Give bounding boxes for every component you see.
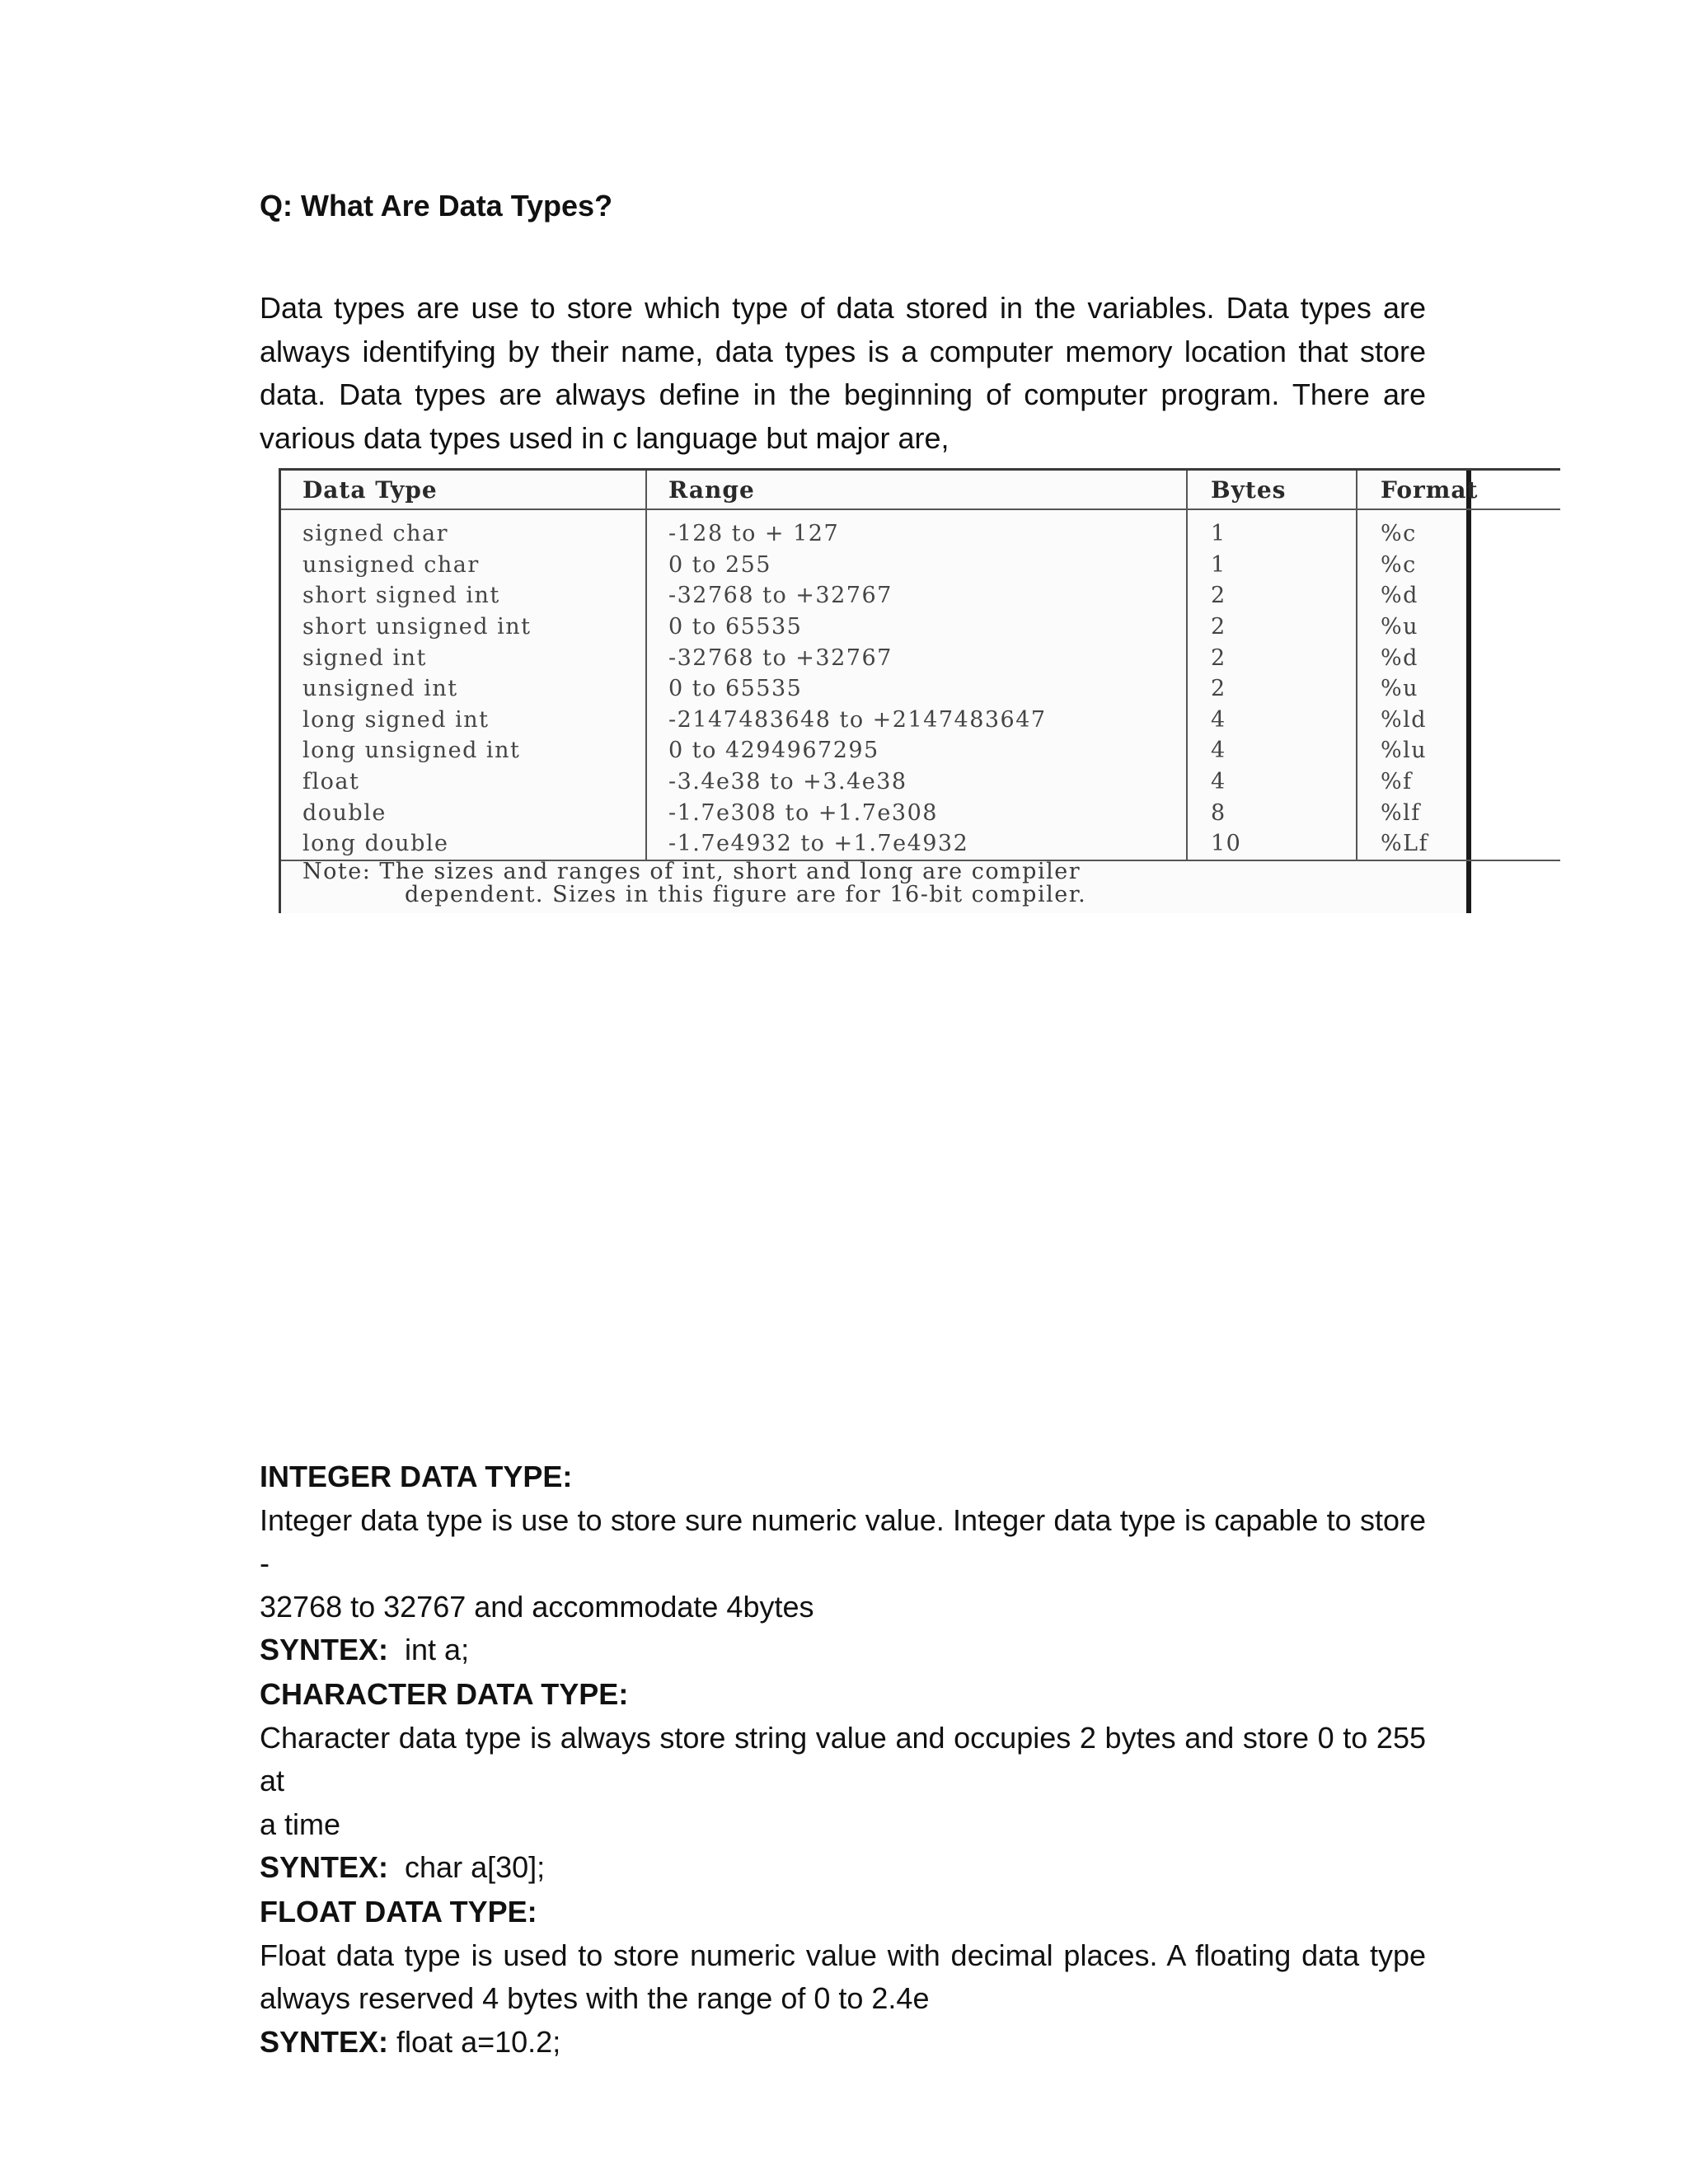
cell-format: %c [1381, 521, 1417, 547]
cell-range: -1.7e308 to +1.7e308 [646, 797, 1187, 828]
column-header-range: Range [646, 470, 1187, 510]
question-heading: Q: What Are Data Types? [260, 189, 613, 223]
cell-range: 0 to 65535 [646, 612, 1187, 643]
table-row [281, 580, 1560, 612]
section-body-line: Integer data type is use to store sure numeric value. Integer data type is capable to store - [260, 1502, 1426, 1580]
cell-format: %u [1381, 676, 1419, 702]
cell-range: 0 to 4294967295 [646, 735, 1187, 766]
syntax-label: SYNTEX: [260, 1850, 389, 1884]
cell-bytes: 1 [1187, 550, 1357, 581]
intro-line: Data types are use to store which type of data stored in the variables. Data types are [260, 291, 1426, 325]
cell-bytes: 10 [1187, 828, 1357, 860]
integer-section [260, 1455, 1426, 1672]
syntax-code: char a[30]; [388, 1850, 546, 1884]
syntax-line [260, 1633, 469, 1666]
syntax-line [260, 2025, 560, 2059]
data-types-table-figure [279, 468, 1479, 913]
syntax-label: SYNTEX: [260, 2024, 389, 2059]
cell-bytes: 4 [1187, 766, 1357, 798]
intro-paragraph [260, 287, 1426, 460]
cell-format: %f [1381, 769, 1413, 795]
table-row [281, 828, 1560, 860]
table-row [281, 705, 1560, 736]
cell-data-type: double [281, 797, 646, 828]
cell-data-type: short signed int [281, 580, 646, 612]
syntax-line [260, 1850, 545, 1884]
cell-range: -32768 to +32767 [646, 580, 1187, 612]
intro-line: always identifying by their name, data types is a computer memory location that store [260, 334, 1426, 368]
character-section [260, 1673, 1426, 1890]
cell-data-type: signed char [281, 509, 646, 550]
cell-bytes: 4 [1187, 735, 1357, 766]
section-body-line: a time [260, 1807, 341, 1841]
cell-format: %c [1381, 551, 1417, 578]
cell-format: %d [1381, 583, 1418, 609]
cell-data-type: unsigned int [281, 673, 646, 705]
cell-range: -32768 to +32767 [646, 642, 1187, 673]
table-row [281, 766, 1560, 798]
cell-data-type: long double [281, 828, 646, 860]
table-note [302, 860, 1086, 907]
cell-data-type: long unsigned int [281, 735, 646, 766]
cell-range: -3.4e38 to +3.4e38 [646, 766, 1187, 798]
cell-format: %d [1381, 644, 1418, 671]
table-note-line: Note: The sizes and ranges of int, short and long are compiler [302, 859, 1081, 884]
cell-bytes: 2 [1187, 673, 1357, 705]
cell-format: %u [1381, 614, 1419, 640]
syntax-label: SYNTEX: [260, 1633, 389, 1666]
table-row [281, 735, 1560, 766]
column-header-data-type: Data Type [281, 470, 646, 510]
cell-data-type: signed int [281, 642, 646, 673]
intro-line: various data types used in c language but major are, [260, 420, 950, 455]
intro-line: data. Data types are always define in the beginning of computer program. There are [260, 377, 1426, 411]
data-types-table [281, 468, 1560, 861]
cell-bytes: 4 [1187, 705, 1357, 736]
table-header-row [281, 470, 1560, 510]
table-row [281, 612, 1560, 643]
cell-range: -1.7e4932 to +1.7e4932 [646, 828, 1187, 860]
cell-bytes: 1 [1187, 509, 1357, 550]
table-row [281, 673, 1560, 705]
section-body-line: Float data type is used to store numeric value with decimal places. A floating data type [260, 1938, 1426, 1972]
syntax-code: int a; [388, 1633, 470, 1666]
column-header-format: Format [1357, 470, 1560, 510]
cell-data-type: short unsigned int [281, 612, 646, 643]
cell-bytes: 2 [1187, 642, 1357, 673]
table-note-line: dependent. Sizes in this figure are for 16-bit compiler. [405, 882, 1087, 907]
section-body-line: 32768 to 32767 and accommodate 4bytes [260, 1589, 814, 1624]
cell-range: -128 to + 127 [646, 509, 1187, 550]
cell-range: 0 to 255 [646, 550, 1187, 581]
section-title: CHARACTER DATA TYPE: [260, 1677, 629, 1711]
section-body-line: Character data type is always store string value and occupies 2 bytes and store 0 to 255 at [260, 1720, 1426, 1797]
cell-format: %Lf [1357, 828, 1560, 860]
cell-data-type: unsigned char [281, 550, 646, 581]
column-header-bytes: Bytes [1187, 470, 1357, 510]
table-row [281, 642, 1560, 673]
section-title: INTEGER DATA TYPE: [260, 1460, 573, 1493]
table-row [281, 797, 1560, 828]
cell-bytes: 2 [1187, 580, 1357, 612]
float-section [260, 1891, 1426, 2064]
cell-format: %lu [1381, 738, 1428, 764]
table-row [281, 509, 1560, 550]
cell-range: 0 to 65535 [646, 673, 1187, 705]
cell-format: %lf [1381, 799, 1421, 826]
table-body [281, 509, 1560, 860]
syntax-code: float a=10.2; [388, 2024, 561, 2059]
cell-format: %ld [1381, 706, 1428, 733]
cell-bytes: 8 [1187, 797, 1357, 828]
table-row [281, 550, 1560, 581]
cell-bytes: 2 [1187, 612, 1357, 643]
cell-data-type: float [281, 766, 646, 798]
section-body-line: always reserved 4 bytes with the range of 0 to 2.4e [260, 1981, 930, 2015]
cell-data-type: long signed int [281, 705, 646, 736]
section-title: FLOAT DATA TYPE: [260, 1895, 537, 1929]
cell-range: -2147483648 to +2147483647 [646, 705, 1187, 736]
